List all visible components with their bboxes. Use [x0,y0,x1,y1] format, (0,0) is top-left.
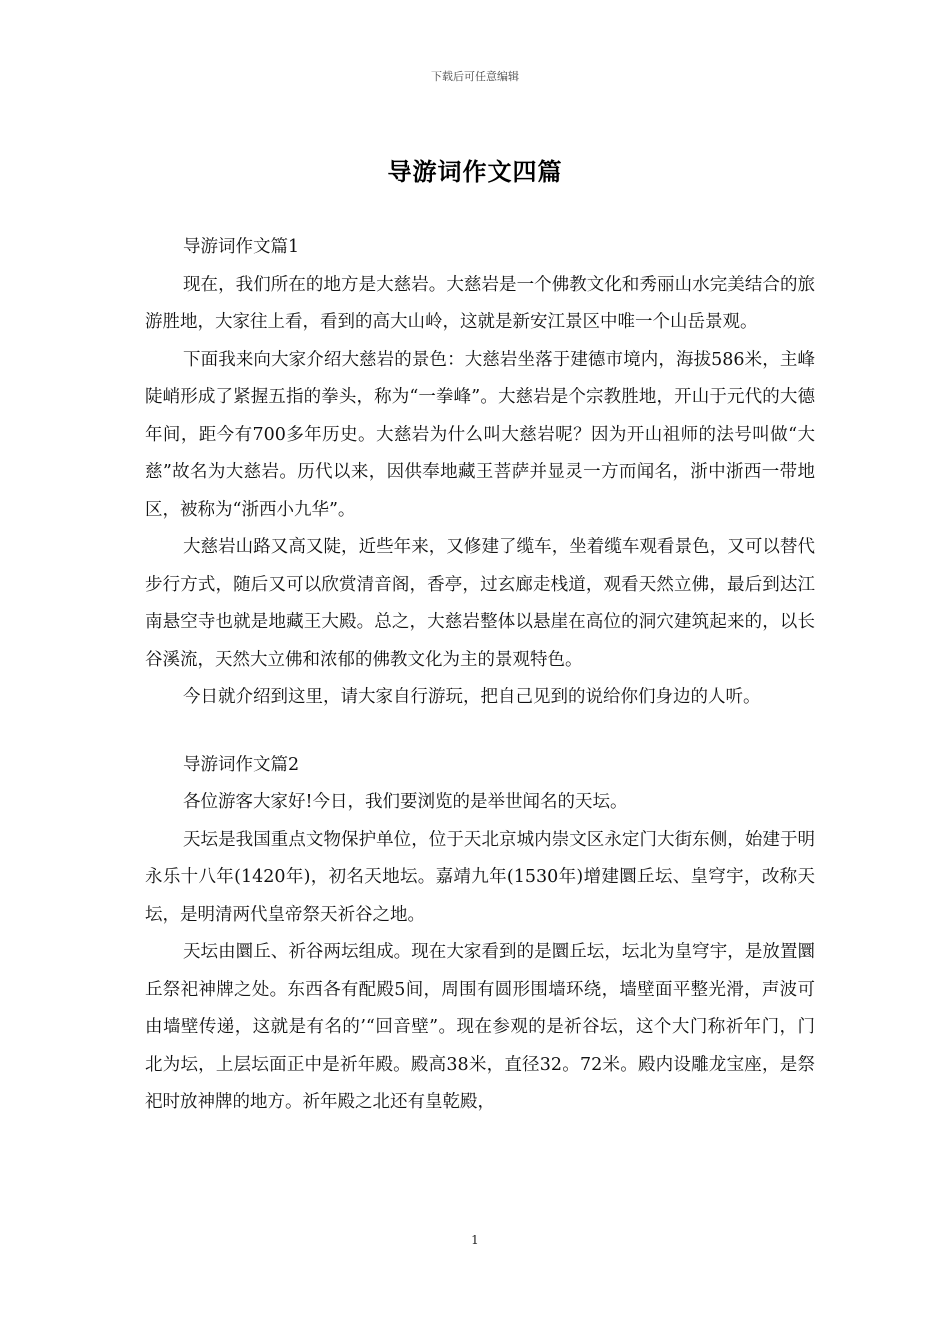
paragraph: 天坛由圜丘、祈谷两坛组成。现在大家看到的是圜丘坛，坛北为皇穹宇，是放置圜丘祭祀神牌之处。东西各有配殿5间，周围有圆形围墙环绕，墙壁面平整光滑，声波可由墙壁传递，这就是有名的’“回音壁”。现在参观的是祈谷坛，这个大门称祈年门，门北为坛，上层坛面正中是祈年殿。殿高38米，直径32。72米。殿内设雕龙宝座，是祭祀时放神牌的地方。祈年殿之北还有皇乾殿， [145,942,815,1112]
paragraph: 各位游客大家好!今日，我们要浏览的是举世闻名的天坛。 [183,792,628,812]
paragraph: 下面我来向大家介绍大慈岩的景色：大慈岩坐落于建德市境内，海拔586米，主峰陡峭形成了紧握五指的拳头，称为“一拳峰”。大慈岩是个宗教胜地，开山于元代的大德年间，距今有700多年历史。大慈岩为什么叫大慈岩呢？因为开山祖师的法号叫做“大慈”故名为大慈岩。历代以来，因供奉地藏王菩萨并显灵一方而闻名，浙中浙西一带地区，被称为“浙西小九华”。 [145,349,815,520]
section-gap [145,717,815,747]
paragraph: 天坛是我国重点文物保护单位，位于天北京城内崇文区永定门大街东侧，始建于明永乐十八年(1420年)，初名天地坛。嘉靖九年(1530年)增建圜丘坛、皇穹宇，改称天坛，是明清两代皇帝祭天祈谷之地。 [145,829,815,925]
paragraph: 现在，我们所在的地方是大慈岩。大慈岩是一个佛教文化和秀丽山水完美结合的旅游胜地，大家往上看，看到的高大山岭，这就是新安江景区中唯一个山岳景观。 [145,274,815,332]
paragraph: 大慈岩山路又高又陡，近些年来，又修建了缆车，坐着缆车观看景色，又可以替代步行方式，随后又可以欣赏清音阁，香亭，过玄廊走栈道，观看天然立佛，最后到达江南悬空寺也就是地藏王大殿。总之，大慈岩整体以悬崖在高位的洞穴建筑起来的，以长谷溪流，天然大立佛和浓郁的佛教文化为主的景观特色。 [145,537,815,670]
section-heading-1: 导游词作文篇1 [183,237,300,257]
document-body [145,229,815,1122]
page-header: 下载后可任意编辑 [431,70,519,83]
section-heading-2: 导游词作文篇2 [183,754,300,775]
page-number: 1 [471,1233,479,1247]
document-title: 导游词作文四篇 [387,158,563,186]
paragraph: 今日就介绍到这里，请大家自行游玩，把自己见到的说给你们身边的人听。 [183,687,761,707]
